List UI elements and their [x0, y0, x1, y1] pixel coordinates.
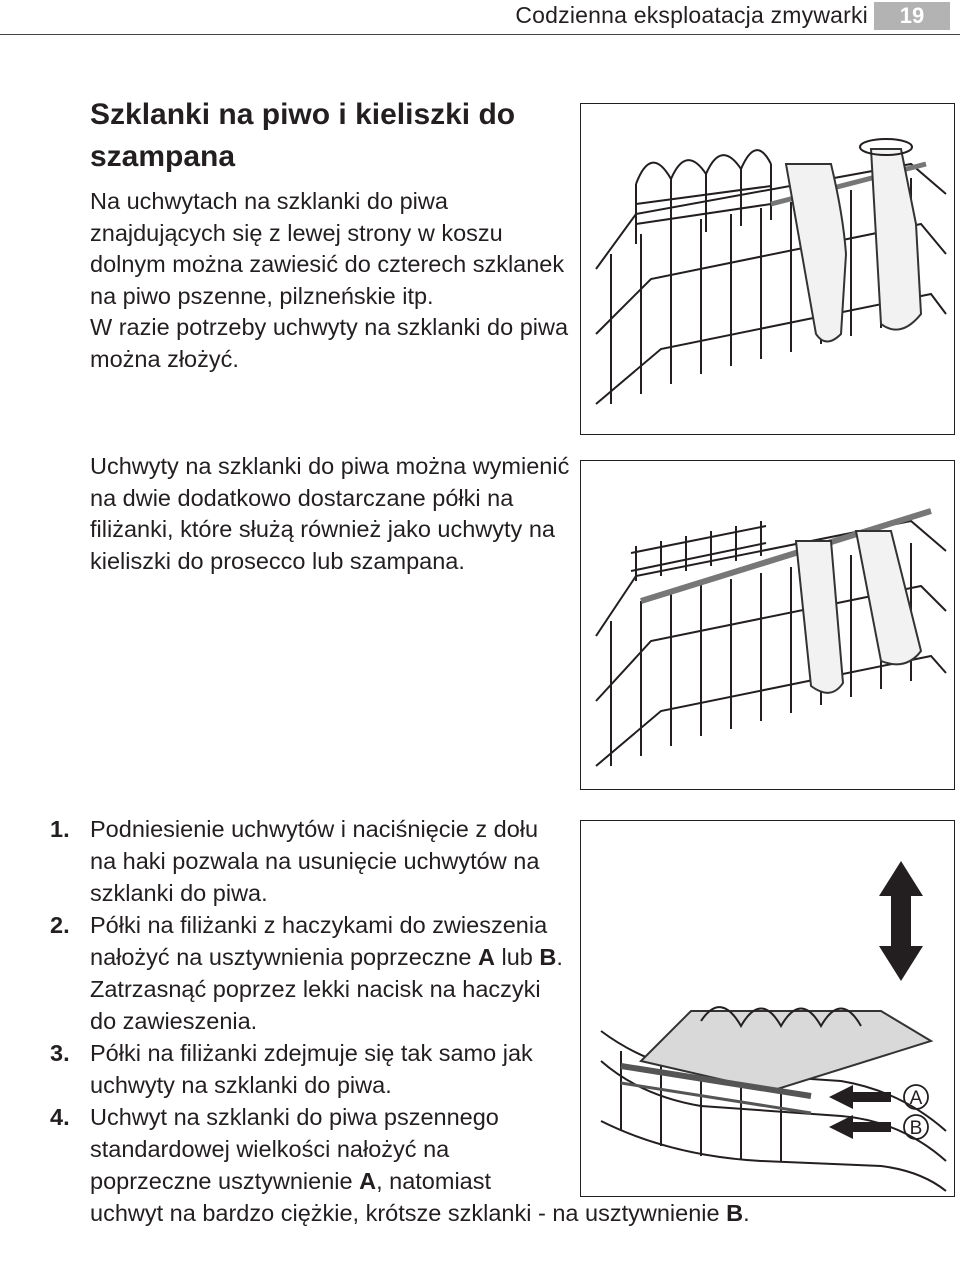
- step-text: Półki na filiżanki zdejmuje się tak samo jak uchwyty na szklanki do piwa.: [90, 1040, 533, 1098]
- double-arrow-icon: [879, 861, 923, 981]
- basket-illustration-2: [581, 461, 954, 789]
- page-number: 19: [874, 2, 950, 30]
- arrow-a-icon: [829, 1085, 891, 1109]
- step-number: 4.: [50, 1104, 70, 1130]
- step-text: Podniesienie uchwytów i naciśnięcie z dołu na haki pozwala na usunięcie uchwytów na szklanki do piwa.: [90, 816, 540, 906]
- step-number: 2.: [50, 912, 70, 938]
- paragraph-text: Na uchwytach na szklanki do piwa znajdujących się z lewej strony w koszu dolnym można zawiesić do czterech szklanek na piwo pszenne, pilzneńskie itp.: [90, 188, 565, 309]
- step-text-wide: uchwyt na bardzo ciężkie, krótsze szklanki - na usztywnienie B.: [90, 1200, 750, 1226]
- basket-illustration-3: [581, 821, 954, 1196]
- step-text: Uchwyt na szklanki do piwa pszennego standardowej wielkości nałożyć na poprzeczne usztywnienie A, natomiast: [90, 1104, 499, 1194]
- figure-cup-shelves: [580, 460, 955, 790]
- basket-illustration-1: [581, 104, 954, 434]
- step-text: Półki na filiżanki z haczykami do zwieszenia nałożyć na usztywnienia poprzeczne A lub B. Zatrzasnąć poprzez lekki nacisk na haczyki do zawieszenia.: [90, 912, 563, 1034]
- label-a: A: [909, 1088, 923, 1109]
- label-b: B: [909, 1118, 923, 1139]
- header-title: Codzienna eksploatacja zmywarki: [515, 2, 868, 28]
- paragraph-cup-shelves: Uchwyty na szklanki do piwa można wymienić na dwie dodatkowo dostarczane półki na filiżanki, które służą również jako uchwyty na kieliszki do prosecco lub szampana.: [90, 453, 570, 574]
- section-title: Szklanki na piwo i kieliszki do szampana: [90, 98, 516, 173]
- page-header: [0, 0, 960, 35]
- figure-beer-glass-holders: [580, 103, 955, 435]
- paragraph-text-fold: W razie potrzeby uchwyty na szklanki do piwa można złożyć.: [90, 314, 569, 372]
- step-number: 3.: [50, 1040, 70, 1066]
- figure-cross-braces: [580, 820, 955, 1197]
- paragraph-beer-holders: [90, 186, 570, 375]
- step-number: 1.: [50, 816, 70, 842]
